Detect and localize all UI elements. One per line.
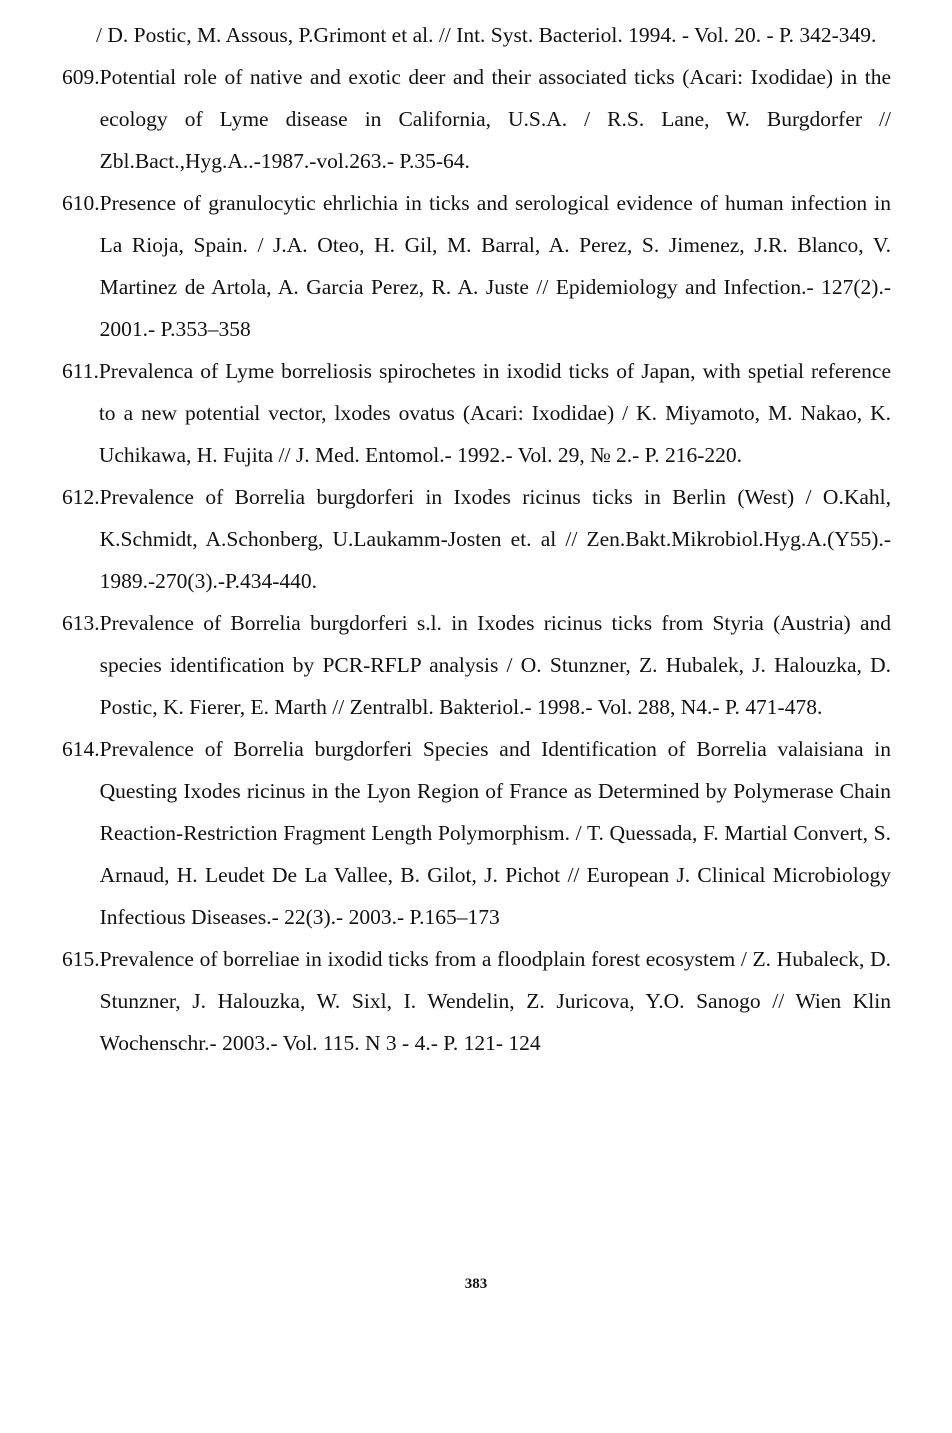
reference-number: 612. [62,485,100,509]
reference-item [62,350,891,476]
reference-item [62,602,891,728]
reference-number: 610. [62,191,100,215]
page-number: 383 [464,1276,488,1292]
reference-text: Prevalence of Borrelia burgdorferi s.l. in Ixodes ricinus ticks from Styria (Austria) and species identification by PCR-RFLP analysis / O. Stunzner, Z. Hubalek, J. Halouzka, D. Postic, K. Fierer, E. Marth // Zentralbl. Bakteriol.- 1998.- Vol. 288, N4.- P. 471-478. [99,611,891,719]
reference-item [62,938,891,1064]
reference-number: 615. [62,947,100,971]
reference-number: 614. [62,737,100,761]
reference-item [62,728,891,938]
reference-text: Prevalence of Borrelia burgdorferi in Ixodes ricinus ticks in Berlin (West) / O.Kahl, K.Schmidt, A.Schonberg, U.Laukamm-Josten et. al // Zen.Bakt.Mikrobiol.Hyg.A.(Y55).- 1989.-270(3).-P.434-440. [99,485,891,593]
reference-list [62,14,891,1064]
reference-number: 609. [62,65,100,89]
reference-text: Prevalence of Borrelia burgdorferi Species and Identification of Borrelia valaisiana in Questing Ixodes ricinus in the Lyon Region of France as Determined by Polymerase Chain Reaction-Restriction Fragment Length Polymorphism. / T. Quessada, F. Martial Convert, S. Arnaud, H. Leudet De La Vallee, B. Gilot, J. Pichot // European J. Clinical Microbiology Infectious Diseases.- 22(3).- 2003.- P.165–173 [99,737,891,929]
reference-item [62,182,891,350]
reference-number: 611. [62,359,99,383]
reference-item [62,476,891,602]
reference-text: Presence of granulocytic ehrlichia in ticks and serological evidence of human infection in La Rioja, Spain. / J.A. Oteo, H. Gil, M. Barral, A. Perez, S. Jimenez, J.R. Blanco, V. Martinez de Artola, A. Garcia Perez, R. A. Juste // Epidemiology and Infection.- 127(2).- 2001.- P.353–358 [99,191,891,341]
reference-text: Potential role of native and exotic deer and their associated ticks (Acari: Ixodidae) in the ecology of Lyme disease in California, U.S.A. / R.S. Lane, W. Burgdorfer // Zbl.Bact.,Hyg.A..-1987.-vol.263.- P.35-64. [99,65,891,173]
reference-text: / D. Postic, M. Assous, P.Grimont et al. // Int. Syst. Bacteriol. 1994. - Vol. 20. - P. 342-349. [96,23,877,47]
reference-number: 613. [62,611,100,635]
reference-continuation [62,14,891,56]
reference-text: Prevalenca of Lyme borreliosis spirochetes in ixodid ticks of Japan, with spetial reference to a new potential vector, lxodes ovatus (Acari: Ixodidae) / K. Miyamoto, M. Nakao, K. Uchikawa, H. Fujita // J. Med. Entomol.- 1992.- Vol. 29, № 2.- P. 216-220. [98,359,891,467]
reference-text: Prevalence of borreliae in ixodid ticks from a floodplain forest ecosystem / Z. Hubaleck, D. Stunzner, J. Halouzka, W. Sixl, I. Wendelin, Z. Juricova, Y.O. Sanogo // Wien Klin Wochenschr.- 2003.- Vol. 115. N 3 - 4.- P. 121- 124 [99,947,891,1055]
reference-item [62,56,891,182]
